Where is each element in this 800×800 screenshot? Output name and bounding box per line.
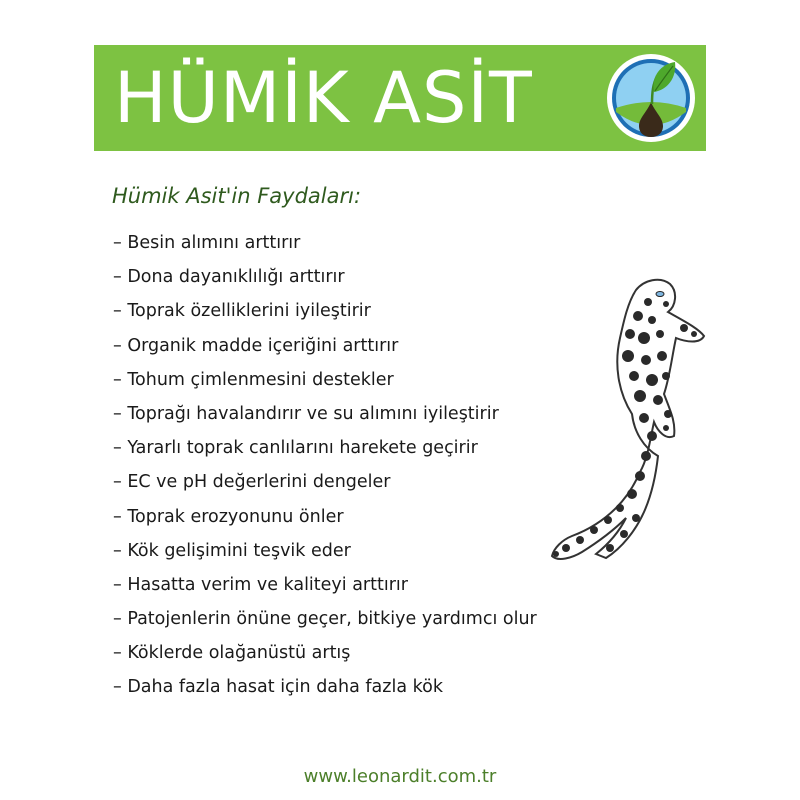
website-url: www.leonardit.com.tr (303, 766, 497, 787)
list-item: – Toprak özelliklerini iyileştirir (113, 301, 371, 322)
title-banner (94, 45, 706, 151)
list-item: – Patojenlerin önüne geçer, bitkiye yardımcı olur (113, 609, 537, 630)
list-item: – Toprak erozyonunu önler (113, 506, 344, 527)
list-item: – Kök gelişimini teşvik eder (113, 540, 351, 561)
list-item: – EC ve pH değerlerini dengeler (113, 472, 391, 493)
benefits-heading: Hümik Asit'in Faydaları: (112, 184, 362, 208)
list-item: – Daha fazla hasat için daha fazla kök (113, 677, 443, 698)
list-item: – Toprağı havalandırır ve su alımını iyileştirir (113, 403, 499, 424)
list-item: – Köklerde olağanüstü artış (113, 643, 351, 664)
list-item: – Yararlı toprak canlılarını harekete geçirir (113, 438, 478, 459)
benefits-list (113, 226, 537, 705)
list-item: – Hasatta verim ve kaliteyi arttırır (113, 574, 408, 595)
leopard-illustration (548, 272, 706, 564)
list-item: – Tohum çimlenmesini destekler (113, 369, 394, 390)
list-item: – Dona dayanıklılığı arttırır (113, 267, 345, 288)
page-title: HÜMİK ASİT (114, 57, 533, 139)
seedling-drop-logo-icon (605, 52, 697, 144)
list-item: – Besin alımını arttırır (113, 233, 301, 253)
list-item: – Organik madde içeriğini arttırır (113, 335, 399, 356)
